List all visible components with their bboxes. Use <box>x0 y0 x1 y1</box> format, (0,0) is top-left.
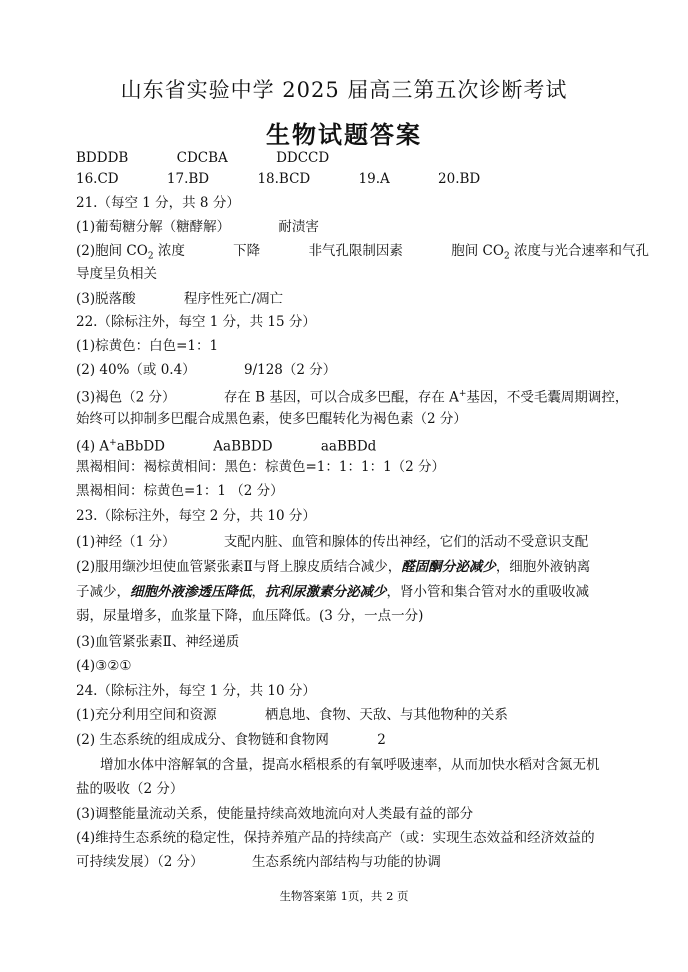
q23-part1: (1)神经（1 分） 支配内脏、血管和腺体的传出神经，它们的活动不受意识支配 <box>76 534 589 550</box>
mc-q19: 19.A <box>358 171 390 187</box>
document-subtitle: 生物试题答案 <box>266 121 422 149</box>
q22-heading: 22.（除标注外，每空 1 分，共 15 分） <box>76 314 316 330</box>
q24-part3: (3)调整能量流动关系，使能量持续高效地流向对人类最有益的部分 <box>76 806 474 822</box>
page-footer: 生物答案第 1页，共 2 页 <box>279 889 409 903</box>
q23-heading: 23.（除标注外，每空 2 分，共 10 分） <box>76 508 316 524</box>
q21-heading: 21.（每空 1 分，共 8 分） <box>76 195 240 211</box>
q24-heading: 24.（除标注外，每空 1 分，共 10 分） <box>76 683 316 699</box>
q22-part4-ratio1: 黑褐相间：褐棕黄相间：黑色：棕黄色=1：1：1：1（2 分） <box>76 459 446 475</box>
q23-part2: (2)服用缬沙坦使血管紧张素Ⅱ与肾上腺皮质结合减少，醛固酮分泌减少，细胞外液钠离 <box>76 559 591 575</box>
q23-part2-cont2: 弱，尿量增多，血浆量下降，血压降低。(3 分，一点一分) <box>76 608 424 624</box>
mc-group-2: CDCBA <box>176 150 228 166</box>
q24-part2-cont2: 盐的吸收（2 分） <box>76 781 184 797</box>
q24-part1: (1)充分利用空间和资源 栖息地、食物、天敌、与其他物种的关系 <box>76 707 508 723</box>
q23-part2-cont: 子减少，细胞外液渗透压降低，抗利尿激素分泌减少，肾小管和集合管对水的重吸收减 <box>76 584 589 600</box>
q23-part3: (3)血管紧张素Ⅱ、神经递质 <box>76 634 240 650</box>
q24-part2: (2) 生态系统的组成成分、食物链和食物网 2 <box>76 732 386 748</box>
q21-part1: (1)葡萄糖分解（糖酵解） 耐渍害 <box>76 219 319 235</box>
q24-part4-cont: 可持续发展）（2 分） 生态系统内部结构与功能的协调 <box>76 854 441 870</box>
q24-part2-cont: 增加水体中溶解氧的含量，提高水稻根系的有氧呼吸速率，从而加快水稻对含氮无机 <box>100 757 600 773</box>
mc-group-3: DDCCD <box>276 150 330 166</box>
mc-q17: 17.BD <box>166 171 210 187</box>
q22-part3-cont: 始终可以抑制多巴醌合成黑色素，使多巴醌转化为褐色素（2 分） <box>76 411 467 427</box>
q22-part3: (3)褐色（2 分） 存在 B 基因，可以合成多巴醌，存在 A+基因，不受毛囊周期调控， <box>76 389 629 406</box>
q21-part2: (2)胞间 $CO_2$ 浓度 下降 非气孔限制因素 胞间 $CO_2$ 浓度与光合速率和气孔 <box>76 243 649 262</box>
mc-q20: 20.BD <box>438 171 481 187</box>
mc-q18: 18.BCD <box>257 171 311 187</box>
q23-part4: (4)③②① <box>76 658 132 674</box>
mc-row-2 <box>76 170 480 188</box>
q22-part4: (4) A+aBbDD AaBBDD aaBBDd <box>76 438 377 455</box>
q21-part3: (3)脱落酸 程序性死亡/凋亡 <box>76 291 283 307</box>
mc-q16: 16.CD <box>76 171 119 187</box>
q24-part4: (4)维持生态系统的稳定性，保持养殖产品的持续高产（或：实现生态效益和经济效益的 <box>76 830 595 846</box>
q22-part4-ratio2: 黑褐相间：棕黄色=1：1 （2 分） <box>76 483 284 499</box>
q21-part2-cont: 导度呈负相关 <box>76 266 157 282</box>
q22-part2: (2) 40%（或 0.4） 9/128（2 分） <box>76 362 337 378</box>
document-title: 山东省实验中学 2025 届高三第五次诊断考试 <box>120 78 568 102</box>
mc-group-1: BDDDB <box>76 150 129 166</box>
mc-row-1 <box>76 149 329 167</box>
q22-part1: (1)棕黄色：白色=1：1 <box>76 338 219 354</box>
